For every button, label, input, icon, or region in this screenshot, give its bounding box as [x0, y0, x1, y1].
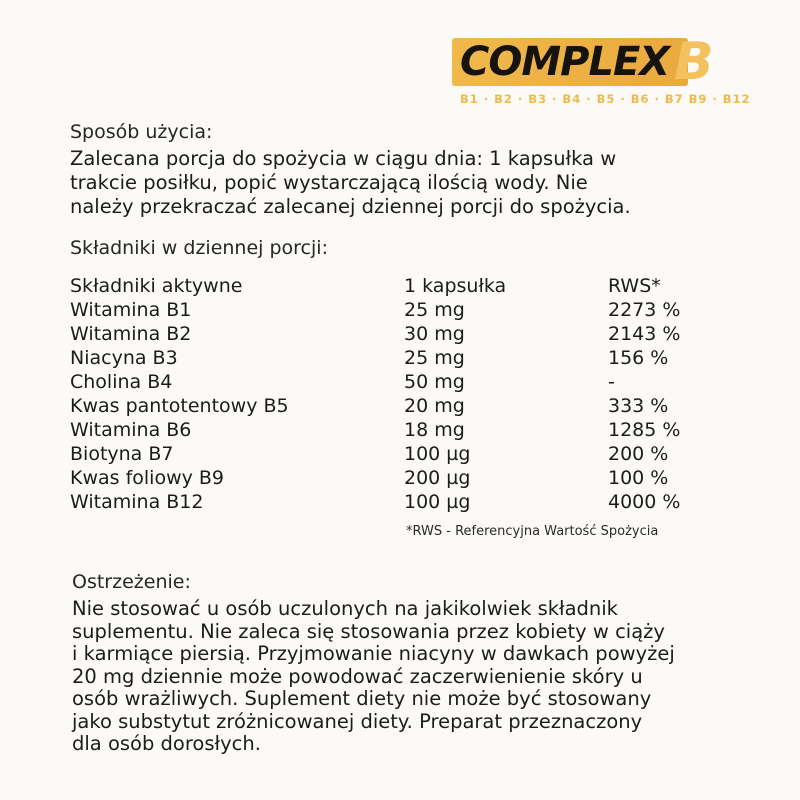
ingredient-dose: 25 mg: [404, 347, 465, 369]
ingredient-name: Witamina B12: [70, 491, 204, 513]
logo-letter: B: [674, 32, 714, 92]
table-row: [70, 490, 710, 514]
ingredient-rws: 200 %: [608, 443, 669, 465]
warning-line: osób wrażliwych. Suplement diety nie może być stosowany: [72, 687, 652, 710]
logo-subtitle: B1 · B2 · B3 · B4 · B5 · B6 · B7 B9 · B12: [460, 92, 751, 106]
ingredient-dose: 50 mg: [404, 371, 465, 393]
ingredient-rws: 100 %: [608, 467, 669, 489]
brand-logo: [452, 32, 751, 110]
usage-line: Zalecana porcja do spożycia w ciągu dnia: 1 kapsułka w: [70, 147, 617, 170]
column-header-rws: RWS*: [608, 275, 661, 297]
table-row: [70, 298, 710, 322]
warning-line: i karmiące piersią. Przyjmowanie niacyny w dawkach powyżej: [72, 642, 675, 665]
table-row: [70, 418, 710, 442]
warning-line: Nie stosować u osób uczulonych na jakikolwiek składnik: [72, 597, 618, 620]
ingredient-name: Cholina B4: [70, 371, 173, 393]
ingredient-name: Niacyna B3: [70, 347, 178, 369]
table-row: [70, 466, 710, 490]
ingredient-name: Witamina B6: [70, 419, 192, 441]
table-row: [70, 394, 710, 418]
warning-line: dla osób dorosłych.: [72, 732, 261, 755]
rws-footnote: *RWS - Referencyjna Wartość Spożycia: [406, 524, 659, 539]
ingredient-rws: 156 %: [608, 347, 669, 369]
warning-line: suplementu. Nie zaleca się stosowania przez kobiety w ciąży: [72, 619, 665, 643]
ingredient-dose: 18 mg: [404, 419, 465, 441]
ingredient-rws: 4000 %: [608, 491, 681, 513]
table-row: [70, 346, 710, 370]
usage-line: trakcie posiłku, popić wystarczającą ilością wody. Nie: [70, 171, 588, 194]
ingredient-rws: 2143 %: [608, 323, 681, 345]
warning-line: jako substytut zróżnicowanej diety. Preparat przeznaczony: [72, 709, 643, 733]
usage-text: [70, 147, 631, 219]
table-row: [70, 442, 710, 466]
ingredients-heading: Składniki w dziennej porcji:: [70, 237, 328, 259]
ingredient-rws: -: [608, 371, 615, 393]
ingredient-dose: 20 mg: [404, 395, 465, 417]
warning-heading: Ostrzeżenie:: [72, 571, 191, 593]
warning-line: 20 mg dziennie może powodować zaczerwienienie skóry u: [72, 664, 643, 688]
table-row: [70, 370, 710, 394]
usage-heading: Sposób użycia:: [70, 121, 213, 143]
ingredient-name: Witamina B2: [70, 323, 192, 345]
warning-text: [72, 598, 675, 756]
ingredient-rws: 1285 %: [608, 419, 681, 441]
ingredient-rws: 2273 %: [608, 299, 681, 321]
column-header-ingredient: Składniki aktywne: [70, 275, 243, 297]
ingredient-dose: 100 µg: [404, 491, 471, 513]
ingredient-name: Kwas foliowy B9: [70, 467, 225, 489]
logo-word: COMPLEX: [460, 39, 670, 85]
table-header-row: [70, 274, 710, 298]
usage-line: należy przekraczać zalecanej dziennej porcji do spożycia.: [70, 195, 631, 218]
ingredient-dose: 200 µg: [404, 467, 471, 489]
ingredient-name: Biotyna B7: [70, 443, 174, 465]
ingredient-rws: 333 %: [608, 395, 669, 417]
ingredient-name: Kwas pantotentowy B5: [70, 395, 289, 417]
table-row: [70, 322, 710, 346]
column-header-dose: 1 kapsułka: [404, 275, 507, 297]
ingredients-table: [70, 274, 710, 514]
ingredient-dose: 100 µg: [404, 443, 471, 465]
ingredient-dose: 30 mg: [404, 323, 465, 345]
ingredient-dose: 25 mg: [404, 299, 465, 321]
ingredient-name: Witamina B1: [70, 299, 192, 321]
